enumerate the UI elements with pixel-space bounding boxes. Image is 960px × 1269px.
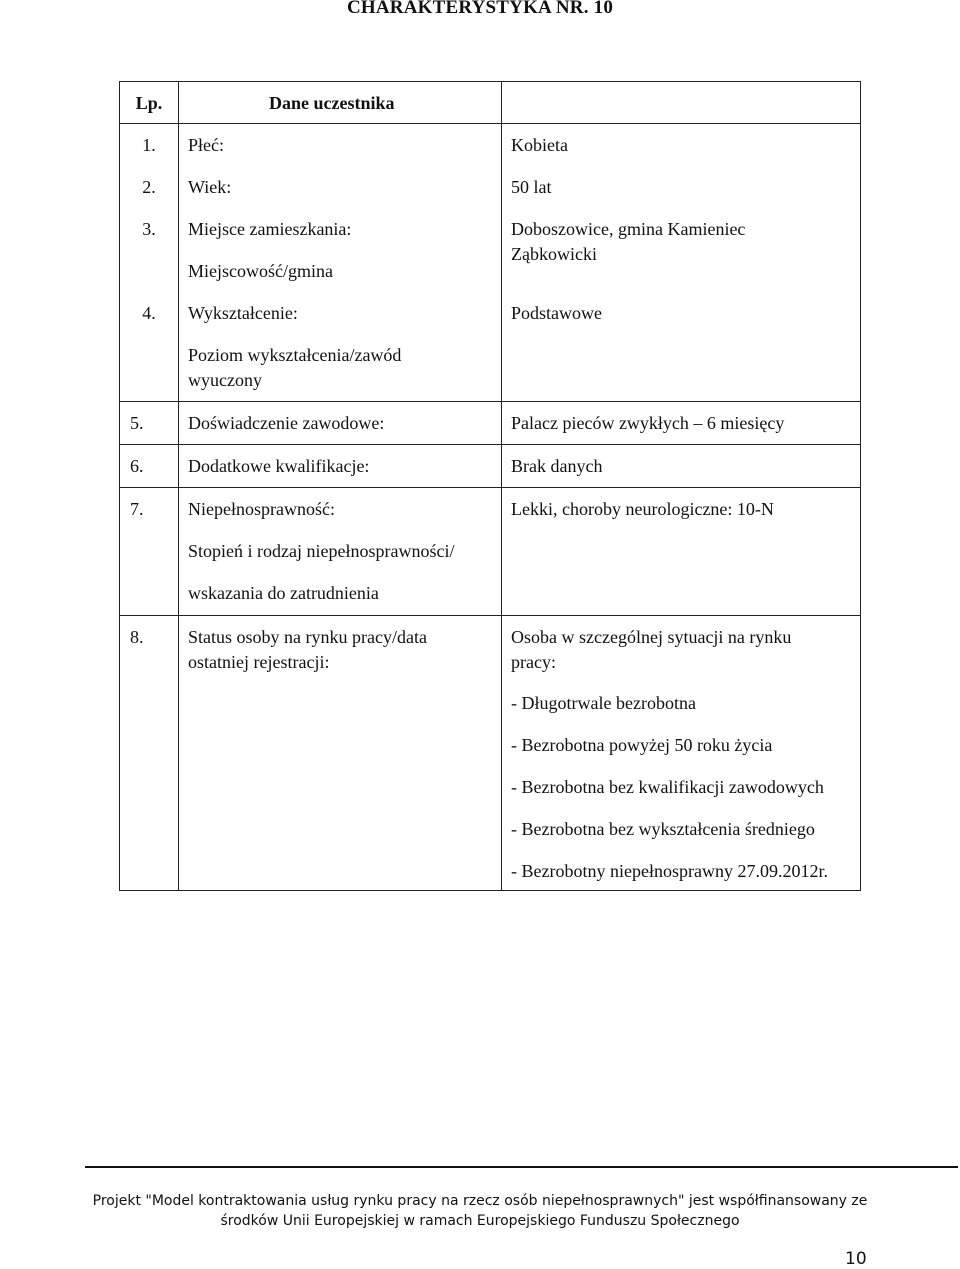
row-value: Podstawowe [511,303,602,323]
table-row [120,488,861,616]
table-row [120,124,861,167]
row-value: Kobieta [511,135,568,155]
status-item: - Bezrobotna bez wykształcenia średniego [511,819,815,839]
row-sublabel: Stopień i rodzaj niepełnosprawności/ [188,541,455,561]
table-row [120,208,861,292]
row-value: Ząbkowicki [511,244,597,264]
row-value: Doboszowice, gmina Kamieniec [511,219,746,239]
row-number: 8. [130,627,144,647]
row-label: ostatniej rejestracji: [188,652,330,672]
row-number: 5. [130,413,144,433]
row-label: Dodatkowe kwalifikacje: [188,456,370,476]
row-value: 50 lat [511,177,552,197]
header-empty [502,82,861,124]
table-row [120,616,861,891]
row-value: Brak danych [511,456,603,476]
row-sublabel: wyuczony [188,370,262,390]
page-number: 10 [845,1249,867,1269]
header-title: Dane uczestnika [179,82,502,124]
status-item: - Bezrobotny niepełnosprawny 27.09.2012r. [511,861,828,881]
table-row [120,445,861,488]
row-number: 7. [130,499,144,519]
row-label: Doświadczenie zawodowe: [188,413,385,433]
row-sublabel: Miejscowość/gmina [188,261,333,281]
participant-table [119,81,861,891]
footer [0,1191,960,1231]
table-row [120,292,861,402]
row-number: 3. [142,219,156,239]
row-number: 1. [142,135,156,155]
row-label: Status osoby na rynku pracy/data [188,627,427,647]
table-header-row [120,82,861,124]
footer-line-1: Projekt "Model kontraktowania usług rynku pracy na rzecz osób niepełnosprawnych" jest współfinansowany ze [92,1193,868,1209]
footer-line-2: środków Unii Europejskiej w ramach Europejskiego Funduszu Społecznego [220,1213,740,1229]
row-label: Płeć: [188,135,224,155]
row-sublabel: Poziom wykształcenia/zawód [188,345,402,365]
status-item: - Długotrwale bezrobotna [511,693,696,713]
table-row [120,402,861,445]
status-item: - Bezrobotna bez kwalifikacji zawodowych [511,777,824,797]
row-sublabel: wskazania do zatrudnienia [188,583,379,603]
row-value: Palacz pieców zwykłych – 6 miesięcy [511,413,785,433]
row-value: pracy: [511,652,556,672]
row-number: 6. [130,456,144,476]
row-label: Wiek: [188,177,232,197]
header-lp: Lp. [120,82,179,124]
row-value: Lekki, choroby neurologiczne: 10-N [511,499,774,519]
row-label: Niepełnosprawność: [188,499,335,519]
row-number: 2. [142,177,156,197]
row-number: 4. [142,303,156,323]
table-row [120,166,861,208]
status-item: - Bezrobotna powyżej 50 roku życia [511,735,773,755]
row-value: Osoba w szczególnej sytuacji na rynku [511,627,792,647]
row-label: Wykształcenie: [188,303,298,323]
document-title: CHARAKTERYSTYKA NR. 10 [346,0,614,18]
row-label: Miejsce zamieszkania: [188,219,352,239]
footer-divider [85,1166,958,1168]
